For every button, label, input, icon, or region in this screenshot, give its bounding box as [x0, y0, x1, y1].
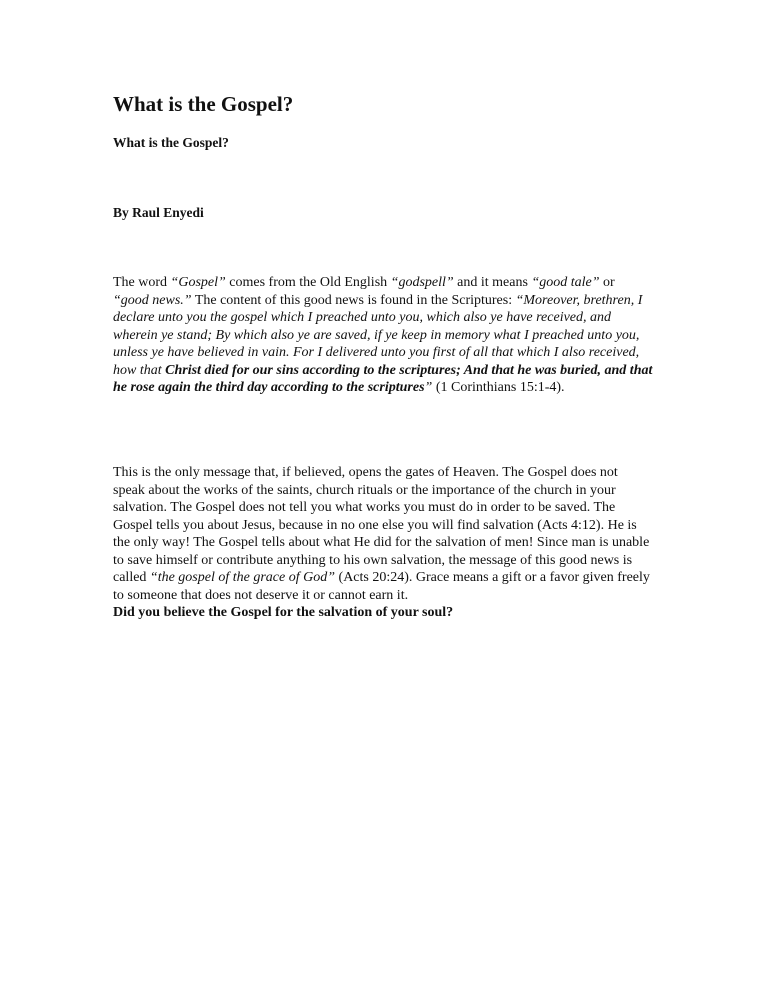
scripture-quote: “Moreover, brethren, I declare unto you the gospel which I preached unto you, which also ye have received, and wherein ye stand; By which also ye are saved, if ye keep in memory what I preached unto you, unless ye have believed in vain. For I delivered unto you first of all that which I also received, how that: [113, 292, 643, 378]
paragraph-only-message: [113, 464, 653, 622]
italic-term-good-news: “good news.”: [113, 292, 192, 308]
text-run: The word: [113, 275, 171, 290]
quote-close: ”: [424, 380, 433, 395]
page-subtitle: What is the Gospel?: [113, 135, 229, 150]
text-run: This is the only message that, if believed, opens the gates of Heaven. The Gospel does not speak about the works of the saints, church rituals or the importance of the church in your salvation. The Gospel does not tell you what works you must do in order to be saved. The Gospel tells you about Jesus, because in no one else you will find salvation (Acts 4:12). He is the only way! The Gospel tells about what He did for the salvation of men! Since man is unable to save himself or contribute anything to his own salvation, the message of this good news is called: [113, 465, 650, 585]
text-run: or: [599, 275, 615, 290]
scripture-quote-emphasis: Christ died for our sins according to the scriptures; And that he was buried, and that he rose again the third day according to the scriptures: [113, 362, 653, 395]
text-run: and it means: [453, 275, 532, 290]
italic-phrase-grace: “the gospel of the grace of God”: [149, 570, 336, 585]
closing-question: Did you believe the Gospel for the salvation of your soul?: [113, 605, 454, 620]
author-byline: By Raul Enyedi: [113, 205, 204, 220]
italic-term-godspell: “godspell”: [390, 275, 454, 290]
page-title: What is the Gospel?: [113, 92, 294, 116]
scripture-reference: (1 Corinthians 15:1-4).: [432, 380, 565, 395]
italic-term-gospel: “Gospel”: [170, 275, 226, 290]
text-run: comes from the Old English: [225, 275, 391, 290]
italic-term-good-tale: “good tale”: [531, 275, 600, 290]
text-run: The content of this good news is found in the Scriptures:: [191, 292, 516, 308]
text-run: (Acts 20:24). Grace means a gift or a favor given freely to someone that does not deserve it or cannot earn it.: [113, 570, 650, 603]
paragraph-gospel-definition: [113, 274, 653, 397]
